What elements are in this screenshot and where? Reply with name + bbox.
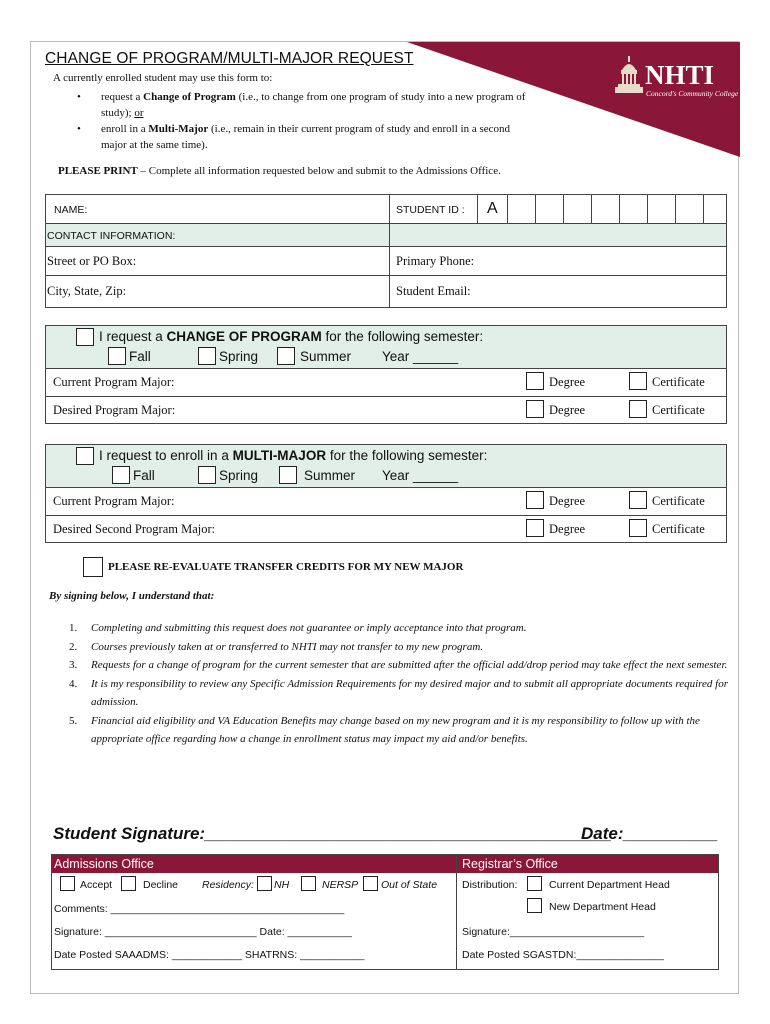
phone-cell[interactable]	[390, 247, 726, 276]
second-program-row[interactable]	[46, 516, 726, 542]
distribution-label: Distribution:	[462, 879, 518, 891]
fall-label: Fall	[129, 349, 151, 364]
current-head-label: Current Department Head	[549, 879, 670, 891]
fall-checkbox[interactable]	[108, 347, 126, 365]
acknowledgement-item: 1. Completing and submitting this request does not guarantee or imply acceptance into that program.	[69, 622, 527, 634]
change-program-header	[46, 326, 726, 369]
out-of-state-label: Out of State	[381, 879, 438, 891]
form-title: CHANGE OF PROGRAM/MULTI-MAJOR REQUEST	[45, 50, 414, 67]
change-program-table	[45, 325, 727, 424]
student-id-prefix: A	[487, 200, 498, 217]
change-program-checkbox[interactable]	[76, 328, 94, 346]
desired-degree-checkbox[interactable]	[526, 400, 544, 418]
student-id-digit-box[interactable]	[620, 195, 648, 224]
second-certificate-label: Certificate	[652, 522, 705, 536]
year-field[interactable]: Year ______	[382, 349, 459, 364]
current-certificate-label: Certificate	[652, 494, 705, 508]
admissions-signature-field[interactable]: Signature: __________________________ Date: ___________	[54, 926, 352, 938]
second-degree-checkbox[interactable]	[526, 519, 544, 537]
contact-table	[45, 194, 727, 308]
date-posted-saaadms-field[interactable]: Date Posted SAAADMS: ____________ SHATRNS: ___________	[54, 949, 365, 961]
office-use-box	[51, 854, 719, 970]
current-program-label: Current Program Major:	[53, 494, 175, 508]
student-id-digit-box[interactable]	[508, 195, 536, 224]
spring-checkbox[interactable]	[198, 347, 216, 365]
current-certificate-label: Certificate	[652, 375, 705, 389]
current-degree-checkbox[interactable]	[526, 372, 544, 390]
nhti-banner	[407, 42, 740, 157]
multi-major-header	[46, 445, 726, 488]
city-cell[interactable]	[46, 276, 390, 307]
comments-field[interactable]: Comments: ________________________________________	[54, 903, 345, 915]
fall-label: Fall	[133, 468, 155, 483]
name-label: NAME:	[54, 204, 88, 216]
registrar-signature-field[interactable]: Signature:_______________________	[462, 926, 645, 938]
registrar-office-header	[457, 855, 718, 873]
new-head-label: New Department Head	[549, 901, 656, 913]
logo-tagline: Concord's Community College	[646, 89, 739, 98]
signing-intro: By signing below, I understand that:	[49, 590, 215, 602]
form-page	[30, 41, 739, 994]
acknowledgement-item: 4. It is my responsibility to review any Specific Admission Requirements for my desired major and to submit all appropriate documents required for admission.	[69, 677, 729, 708]
contact-header: CONTACT INFORMATION:	[47, 230, 176, 242]
accept-label: Accept	[80, 879, 113, 891]
decline-label: Decline	[143, 879, 179, 891]
signature-date-line[interactable]: Date:__________	[581, 824, 719, 843]
admissions-office-title: Admissions Office	[54, 857, 154, 871]
current-degree-checkbox[interactable]	[526, 491, 544, 509]
change-program-heading: I request a CHANGE OF PROGRAM for the following semester:	[99, 329, 484, 344]
second-program-label: Desired Second Program Major:	[53, 522, 216, 536]
decline-checkbox[interactable]	[121, 876, 136, 891]
accept-checkbox[interactable]	[60, 876, 75, 891]
street-cell[interactable]	[46, 247, 390, 276]
acknowledgement-item: 5. Financial aid eligibility and VA Education Benefits may change based on my new program and it is my responsibility to follow up with the appropriate office regarding how a change in enrollment status may impact my aid and/or benefits.	[69, 714, 700, 745]
nersp-label: NERSP	[322, 879, 359, 891]
current-head-checkbox[interactable]	[527, 876, 542, 891]
current-certificate-checkbox[interactable]	[629, 372, 647, 390]
desired-degree-label: Degree	[549, 403, 586, 417]
student-id-digit-box[interactable]	[564, 195, 592, 224]
student-signature-line[interactable]: Student Signature:___________________________________________	[53, 824, 612, 843]
contact-header-cell	[46, 224, 390, 247]
purpose-item-multi: • enroll in a Multi-Major (i.e., remain in their current program of study and enroll in a second major at the same time).	[77, 121, 527, 153]
desired-certificate-checkbox[interactable]	[629, 400, 647, 418]
admissions-office-header	[52, 855, 456, 873]
year-field[interactable]: Year ______	[382, 468, 459, 483]
spring-checkbox[interactable]	[198, 466, 216, 484]
summer-label: Summer	[304, 468, 356, 483]
current-program-row[interactable]	[46, 488, 726, 516]
student-id-digit-box[interactable]	[704, 195, 726, 224]
fall-checkbox[interactable]	[112, 466, 130, 484]
nh-label: NH	[274, 879, 290, 891]
current-certificate-checkbox[interactable]	[629, 491, 647, 509]
acknowledgement-item: 2. Courses previously taken at or transferred to NHTI may not transfer to my new program.	[69, 640, 484, 653]
reevaluate-label: PLEASE RE-EVALUATE TRANSFER CREDITS FOR MY NEW MAJOR	[108, 561, 464, 573]
current-degree-label: Degree	[549, 494, 586, 508]
multi-major-heading: I request to enroll in a MULTI-MAJOR for the following semester:	[99, 448, 488, 463]
acknowledgement-list	[69, 619, 729, 749]
contact-header-fill	[390, 224, 726, 247]
new-head-checkbox[interactable]	[527, 898, 542, 913]
second-certificate-checkbox[interactable]	[629, 519, 647, 537]
student-id-digit-box[interactable]	[648, 195, 676, 224]
name-cell[interactable]	[46, 195, 390, 224]
desired-program-row[interactable]	[46, 397, 726, 423]
current-program-label: Current Program Major:	[53, 375, 175, 389]
logo-text: NHTI	[645, 60, 715, 90]
multi-major-table	[45, 444, 727, 543]
reevaluate-checkbox[interactable]	[83, 557, 103, 577]
street-label: Street or PO Box:	[47, 254, 137, 268]
spring-label: Spring	[219, 468, 259, 483]
student-id-label: STUDENT ID :	[396, 204, 465, 216]
email-cell[interactable]	[390, 276, 726, 307]
please-print-note: PLEASE PRINT – Complete all information requested below and submit to the Admissions Office.	[58, 165, 501, 177]
intro-text: A currently enrolled student may use this form to:	[53, 72, 273, 84]
purpose-item-change: • request a Change of Program (i.e., to change from one program of study into a new program of study); or	[77, 89, 527, 121]
summer-checkbox[interactable]	[277, 347, 295, 365]
current-degree-label: Degree	[549, 375, 586, 389]
student-id-prefix-box	[478, 195, 508, 224]
student-id-label-cell	[390, 195, 478, 224]
second-degree-label: Degree	[549, 522, 586, 536]
current-program-row[interactable]	[46, 369, 726, 397]
email-label: Student Email:	[396, 284, 471, 298]
registrar-office-title: Registrar’s Office	[462, 857, 558, 871]
student-id-digit-box[interactable]	[676, 195, 704, 224]
summer-checkbox[interactable]	[279, 466, 297, 484]
spring-label: Spring	[219, 349, 259, 364]
nersp-checkbox[interactable]	[301, 876, 316, 891]
multi-major-checkbox[interactable]	[76, 447, 94, 465]
student-id-digit-box[interactable]	[536, 195, 564, 224]
nh-checkbox[interactable]	[257, 876, 272, 891]
city-label: City, State, Zip:	[47, 284, 127, 298]
residency-label: Residency:	[202, 879, 254, 891]
desired-program-label: Desired Program Major:	[53, 403, 176, 417]
desired-certificate-label: Certificate	[652, 403, 705, 417]
phone-label: Primary Phone:	[396, 254, 475, 268]
student-id-digit-box[interactable]	[592, 195, 620, 224]
acknowledgement-item: 3. Requests for a change of program for the current semester that are submitted after the official add/drop period may take effect the next semester.	[69, 659, 728, 671]
summer-label: Summer	[300, 349, 352, 364]
date-posted-sgastdn-field[interactable]: Date Posted SGASTDN:_______________	[462, 949, 664, 961]
out-of-state-checkbox[interactable]	[363, 876, 378, 891]
